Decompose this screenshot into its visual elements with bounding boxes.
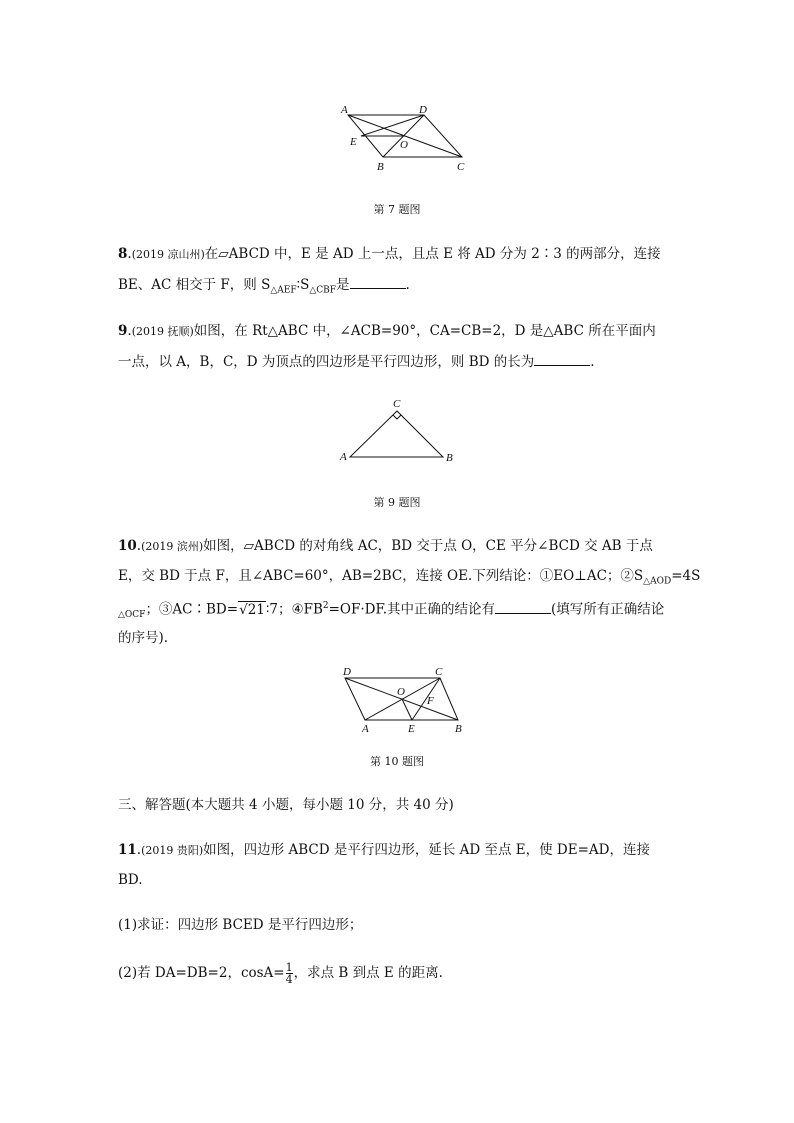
q9-separator: .: [127, 323, 132, 339]
figure-10-caption: 第 10 题图: [370, 755, 424, 768]
q10-number: 10: [118, 538, 137, 554]
q8-line-1: [118, 244, 661, 265]
fig7-label-c: C: [457, 161, 465, 173]
q10-text-3: =4S: [671, 568, 701, 584]
q10-sqrt-21: √21: [239, 601, 265, 618]
fig10-label-e: E: [408, 723, 415, 735]
q8-sub-aef: △AEF: [270, 285, 297, 296]
fig10-label-o: O: [397, 686, 405, 698]
q8-number: 8: [118, 246, 128, 262]
fig10-label-f: F: [427, 695, 434, 707]
q8-answer-blank[interactable]: [350, 276, 406, 289]
fig10-label-a: A: [362, 723, 369, 735]
q10-separator: .: [136, 538, 142, 554]
q8-colon: ∶S: [296, 277, 310, 293]
fig7-label-e: E: [350, 136, 357, 148]
q11-text-2: BD.: [118, 872, 143, 888]
q11-line-2: [118, 870, 143, 890]
q10-line-3: [118, 596, 664, 625]
q8-source: (2019 凉山州): [131, 248, 205, 261]
q11-part-1: (1)求证：四边形 BCED 是平行四边形；: [118, 917, 363, 933]
q8-line-2: [118, 275, 410, 301]
q11-frac-num: 1: [285, 961, 293, 974]
fig10-label-d: D: [343, 666, 351, 678]
q10-sub-aod: △AOD: [643, 576, 672, 587]
fig7-label-b: B: [377, 161, 384, 173]
figure-7-caption: 第 7 题图: [373, 203, 421, 216]
q10-text-5: ∶7；④FB: [265, 601, 323, 618]
q10-text-1: 如图，▱ABCD 的对角线 AC，BD 交于点 O，CE 平分∠BCD 交 AB 于点: [203, 538, 653, 554]
q10-sqrt-value: 21: [247, 601, 265, 618]
q11-line-1: [118, 840, 650, 861]
figure-10-diagram: [335, 662, 475, 737]
q11-source: (2019 贵阳): [141, 844, 204, 857]
figure-10: [335, 662, 475, 737]
figure-7-diagram: [335, 100, 475, 180]
q10-text-4: ；③AC∶BD=: [145, 601, 239, 618]
fig9-label-a: A: [340, 451, 347, 463]
q10-line-2: [118, 566, 700, 592]
fig7-label-d: D: [419, 104, 427, 116]
fig9-label-c: C: [393, 398, 401, 410]
q10-line-4: [118, 628, 168, 648]
q11-part-2: [118, 962, 443, 985]
fig10-label-c: C: [435, 666, 443, 678]
q9-answer-blank[interactable]: [534, 353, 590, 366]
q9-line-1: [118, 321, 656, 342]
q9-end: .: [590, 354, 595, 370]
fig9-label-b: B: [446, 452, 453, 464]
q11-text-4: ，求点 B 到点 E 的距离.: [293, 965, 443, 981]
q10-text-6: =OF·DF.其中正确的结论有: [328, 601, 496, 618]
q11-separator: .: [136, 842, 142, 858]
q11-fraction: [286, 962, 293, 985]
q11-text-1: 如图，四边形 ABCD 是平行四边形，延长 AD 至点 E，使 DE=AD，连接: [203, 842, 650, 858]
section-3-heading: 三、解答题(本大题共 4 小题，每小题 10 分，共 40 分): [118, 797, 454, 813]
q8-end: .: [405, 277, 410, 293]
fig10-label-b: B: [455, 723, 462, 735]
q10-text-8: 的序号).: [118, 630, 169, 646]
q8-sub-cbf: △CBF: [309, 285, 337, 296]
q10-sub-ocf: △OCF: [118, 610, 146, 621]
q8-text-2: BE、AC 相交于 F，则 S: [118, 277, 271, 293]
q11-number: 11: [118, 842, 137, 858]
figure-9: [335, 395, 465, 470]
figure-9-caption: 第 9 题图: [373, 496, 421, 509]
q8-separator: .: [127, 246, 132, 262]
figure-7: [335, 100, 475, 180]
q8-text-3: 是: [336, 277, 350, 293]
q8-text-1: 在▱ABCD 中，E 是 AD 上一点，且点 E 将 AD 分为 2∶3 的两部分，连接: [204, 246, 661, 262]
q9-source: (2019 抚顺): [131, 325, 194, 338]
q9-text-1: 如图，在 Rt△ABC 中，∠ACB=90°，CA=CB=2，D 是△ABC 所在平面内: [193, 323, 656, 339]
q10-text-2: E，交 BD 于点 F，且∠ABC=60°，AB=2BC，连接 OE.下列结论：①EO⊥AC；②S: [118, 568, 644, 584]
q9-line-2: [118, 352, 595, 372]
fig7-label-o: O: [400, 139, 408, 151]
fig7-label-a: A: [341, 104, 348, 116]
figure-9-diagram: [335, 395, 465, 470]
q10-line-1: [118, 536, 653, 557]
q10-answer-blank[interactable]: [495, 601, 551, 614]
q9-text-2: 一点，以 A，B，C，D 为顶点的四边形是平行四边形，则 BD 的长为: [118, 354, 535, 370]
q9-number: 9: [118, 323, 128, 339]
q10-source: (2019 滨州): [141, 540, 204, 553]
q11-frac-den: 4: [285, 973, 293, 986]
q11-text-3: (2)若 DA=DB=2，cosA=: [118, 965, 285, 981]
q10-text-7: (填写所有正确结论: [551, 601, 665, 618]
q10-sup-2: 2: [322, 601, 329, 611]
